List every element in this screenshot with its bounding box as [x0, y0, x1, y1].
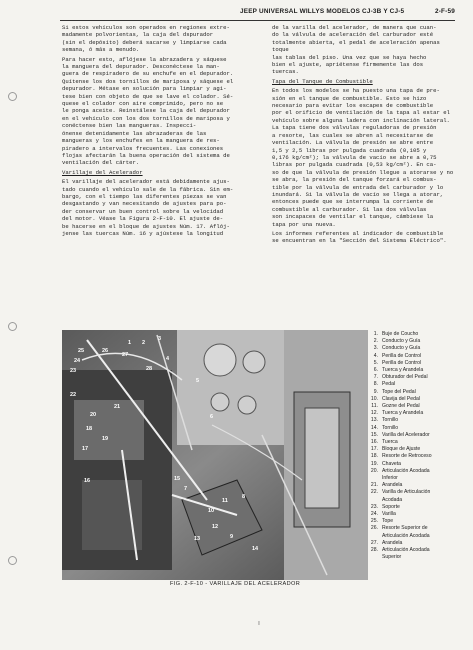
paragraph: Si estos vehículos son operados en regiones extre- madamente polvorientas, la caja del dspurador (sin el depósito) deberá sacarse y limpiarse cada semana, ó más a menudo.	[62, 24, 230, 54]
legend-item	[368, 511, 468, 518]
callout-label: 22	[70, 392, 77, 398]
legend-item	[368, 453, 468, 460]
callout-label: 21	[114, 404, 121, 410]
legend-number: 2.	[373, 338, 378, 345]
paragraph: El varillaje del acelerador está debidamente ajus- tado cuando el vehículo sale de la fábrica. Sin em- bargo, con el tiempo las diferentes piezas se van desgastando y van necesitando de ajustes para po- der conservar un buen control sobre la velocidad del motor. Véase la Figura 2-F-10. El ajuste de- be hacerse en el bloque de ajustes Núm. 17. Aflój- jense las tuercas Núm. 16 y ajústese la longitud	[62, 178, 234, 237]
paragraph: Los informes referentes al indicador de combustible se encuentran en la "Sección del Sistema Eléctrico".	[272, 229, 447, 245]
legend-number: 23.	[370, 503, 378, 510]
legend-item	[368, 396, 468, 403]
legend-number: 7.	[373, 374, 378, 381]
legend-number: 20.	[370, 467, 378, 474]
legend-text: Tuerca	[382, 439, 398, 446]
legend-text: Superior	[382, 554, 402, 561]
callout-label: 14	[252, 546, 259, 552]
legend-item	[368, 540, 468, 547]
paragraph: Para hacer esto, aflójese la abrazadera y sáquese la manguera del depurador. Desconéctese la man- guera de respiradero de su enchufe en el depurador. Quítense los dos tornillos de mariposa y sáquese el depurador. Métase en solución para limpiar y agi- tese bien con objeto de que se lave el colador. Sé- quese el colador con aire comprimido, pero no se le ponga aceite. Reinstálese la caja del depurador en el vehículo con los dos tornillos de mariposa y conéctense bien las mangueras. Inspecci- ónense detenidamente las abrazaderas de las mangueras y los enchufes en la manguera de res- piradero a intervalos frecuentes. Las conexiones flojas afectarán la buena operación del sistema de ventilación del cárter.	[62, 55, 234, 167]
legend-text: Tornillo	[382, 417, 399, 424]
legend-item	[368, 338, 468, 345]
legend-item	[368, 381, 468, 388]
legend-item	[368, 518, 468, 525]
legend-number: 9.	[373, 388, 378, 395]
callout-label: 18	[86, 426, 93, 432]
legend-item	[368, 554, 468, 561]
callout-label: 5	[196, 378, 200, 384]
legend-text: Conducto y Guía	[382, 338, 421, 345]
legend-text: Varilla del Acelerador	[382, 431, 430, 438]
section-heading: Tapa del Tanque de Combustible	[272, 77, 373, 85]
legend-text: Varilla	[382, 511, 396, 518]
legend-number: 4.	[373, 352, 378, 359]
binder-hole	[8, 92, 17, 101]
callout-label: 4	[166, 356, 170, 362]
callout-label: 15	[174, 476, 181, 482]
legend-text: Obturador del Pedal	[382, 374, 428, 381]
callout-label: 28	[146, 366, 153, 372]
callout-label: 13	[194, 536, 201, 542]
legend-text: Conducto y Guía	[382, 345, 421, 352]
callout-label: 16	[84, 478, 91, 484]
header-rule	[60, 20, 455, 21]
legend-number: 17.	[370, 446, 378, 453]
legend-number: 5.	[373, 359, 378, 366]
legend-text: Varilla de Articulación	[382, 489, 431, 496]
legend-number	[368, 554, 378, 561]
legend-number: 21.	[370, 482, 378, 489]
right-column	[272, 24, 458, 247]
legend-number: 24.	[370, 511, 378, 518]
legend-number: 11.	[371, 403, 378, 410]
legend-item	[368, 374, 468, 381]
legend-number: 14.	[370, 424, 378, 431]
callout-label: 26	[102, 348, 109, 354]
legend-number: 27.	[370, 539, 378, 546]
legend-item	[368, 367, 468, 374]
legend-number: 13.	[370, 417, 378, 424]
legend-number: 25.	[370, 518, 378, 525]
legend-item	[368, 533, 468, 540]
legend-item	[368, 547, 468, 554]
callout-label: 12	[212, 524, 219, 530]
legend-number	[368, 497, 378, 504]
legend-text: Acodada	[382, 496, 403, 503]
legend-number: 19.	[370, 460, 378, 467]
callout-label: 6	[210, 414, 214, 420]
paragraph: En todos los modelos se ha puesto una tapa de pre- sión en el tanque de combustible. Esto se hizo necesario para evitar los escapes de combustible por el orificio de ventilación de la tapa al estar el vehículo sobre alguna ladera con inclinación lateral. La tapa tiene dos válvulas reguladoras de presión a resorte, las cuales se abren al necesitarse de ventilación. La válvula de presión se abre entre 1,5 y 2,5 libras por pulgada cuadrada (0,105 y 0,176 kg/cm²); la válvula de vacío se abre a 0,75 libras por pulgada cuadrada (0,53 kg/cm²). En ca- so de que la válvula de presión llegue a atorarse y no se abra, la presión del tanque forzará el combus- tible por la válvula de entrada del carburador y lo inundará. Si la válvula de vacío se llega a atorar, entonces puede que se interrumpa la corriente de combustible al carburador. Si las dos válvulas son incapaces de ventilar el tanque, cámbiese la tapa por una nueva.	[272, 87, 454, 228]
legend-text: Tuerca y Arandela	[382, 410, 424, 417]
callout-label: 25	[78, 348, 85, 354]
legend-item	[368, 482, 468, 489]
legend-text: Tope del Pedal	[382, 388, 416, 395]
legend-text: Articulación Acodada	[382, 547, 430, 554]
callout-label: 3	[158, 336, 162, 342]
legend-text: Resorte de Retroceso	[382, 453, 432, 460]
legend-item	[368, 446, 468, 453]
callout-label: 19	[102, 436, 109, 442]
legend-text: Arandela	[382, 482, 403, 489]
legend-item	[368, 403, 468, 410]
legend-item	[368, 360, 468, 367]
page-number: 2-F-59	[434, 8, 455, 15]
legend-item	[368, 461, 468, 468]
binder-hole	[8, 322, 17, 331]
accelerator-linkage-photo	[62, 330, 368, 580]
legend-item	[368, 410, 468, 417]
callout-label: 1	[128, 340, 132, 346]
legend-item	[368, 497, 468, 504]
legend-text: Articulación Acodada	[382, 532, 430, 539]
legend-item	[368, 525, 468, 532]
callout-label: 20	[90, 412, 97, 418]
legend-item	[368, 475, 468, 482]
legend-number: 8.	[373, 381, 378, 388]
legend-text: Tope	[382, 518, 394, 525]
figure-caption: FIG. 2-F-10 - VARILLAJE DEL ACELERADOR	[170, 581, 301, 587]
callout-label: 23	[70, 368, 77, 374]
callout-label: 27	[122, 352, 129, 358]
legend-number	[368, 475, 378, 482]
callout-label: 11	[222, 498, 228, 504]
legend-item	[368, 417, 468, 424]
legend-text: Bloque de Ajuste	[382, 446, 421, 453]
legend-text: Chaveta	[382, 460, 401, 467]
legend-item	[368, 425, 468, 432]
callout-label: 10	[208, 508, 215, 514]
legend-text: Clavija del Pedal	[382, 395, 420, 402]
legend-text: Soporte	[382, 503, 400, 510]
legend-number: 22.	[370, 489, 378, 496]
callout-label: 9	[230, 534, 234, 540]
legend-text: Gozne del Pedal	[382, 403, 420, 410]
legend-text: Pedal	[382, 381, 396, 388]
legend-number	[368, 533, 378, 540]
paragraph: de la varilla del acelerador, de manera que cuan- do la válvula de aceleración del carburador esté totalmente abierta, el pedal de aceleración apenas toque las tablas del piso. Una vez que se haya hecho bien el ajuste, apriétense firmemente las dos tuercas.	[272, 24, 440, 76]
legend-number: 28.	[370, 547, 378, 554]
legend-item	[368, 345, 468, 352]
header-title: JEEP UNIVERSAL WILLYS MODELOS CJ-3B Y CJ-5	[240, 8, 405, 15]
legend-number: 15.	[370, 431, 378, 438]
legend-text: Articulación Acodada	[382, 467, 430, 474]
callout-label: 24	[74, 358, 81, 364]
legend-text: Perilla de Control	[382, 359, 422, 366]
legend-text: Perilla de Control	[382, 352, 422, 359]
legend-number: 26.	[370, 525, 378, 532]
legend-text: Resorte Superior de	[382, 525, 428, 532]
legend-text: Buje de Coucho	[382, 331, 419, 337]
callout-label: 17	[82, 446, 89, 452]
callout-label: 8	[242, 494, 246, 500]
left-column	[62, 24, 260, 239]
legend-text: Tuerca y Arandela	[382, 367, 424, 374]
legend-item	[368, 489, 468, 496]
legend-number: 10.	[370, 395, 378, 402]
legend-item	[368, 504, 468, 511]
legend-item	[368, 432, 468, 439]
legend-item	[368, 353, 468, 360]
section-heading: Varillaje del Acelerador	[62, 168, 143, 176]
legend-number: 12.	[370, 410, 378, 417]
legend-text: Tornillo	[382, 424, 399, 431]
legend-number: 3.	[373, 345, 378, 352]
legend-number: 18.	[370, 453, 378, 460]
legend-item	[368, 331, 468, 338]
legend-number: 1.	[373, 331, 378, 337]
legend-text: Arandela	[382, 539, 403, 546]
parts-legend	[368, 331, 468, 562]
callout-label: 7	[184, 486, 188, 492]
legend-item	[368, 389, 468, 396]
callout-label: 2	[142, 340, 146, 346]
legend-item	[368, 468, 468, 475]
legend-number: 6.	[373, 367, 378, 374]
page-mark: ı	[258, 620, 260, 627]
page-header	[60, 8, 455, 18]
legend-item	[368, 439, 468, 446]
legend-number: 16.	[370, 439, 378, 446]
legend-text: Inferior	[382, 475, 398, 482]
binder-hole	[8, 556, 17, 565]
